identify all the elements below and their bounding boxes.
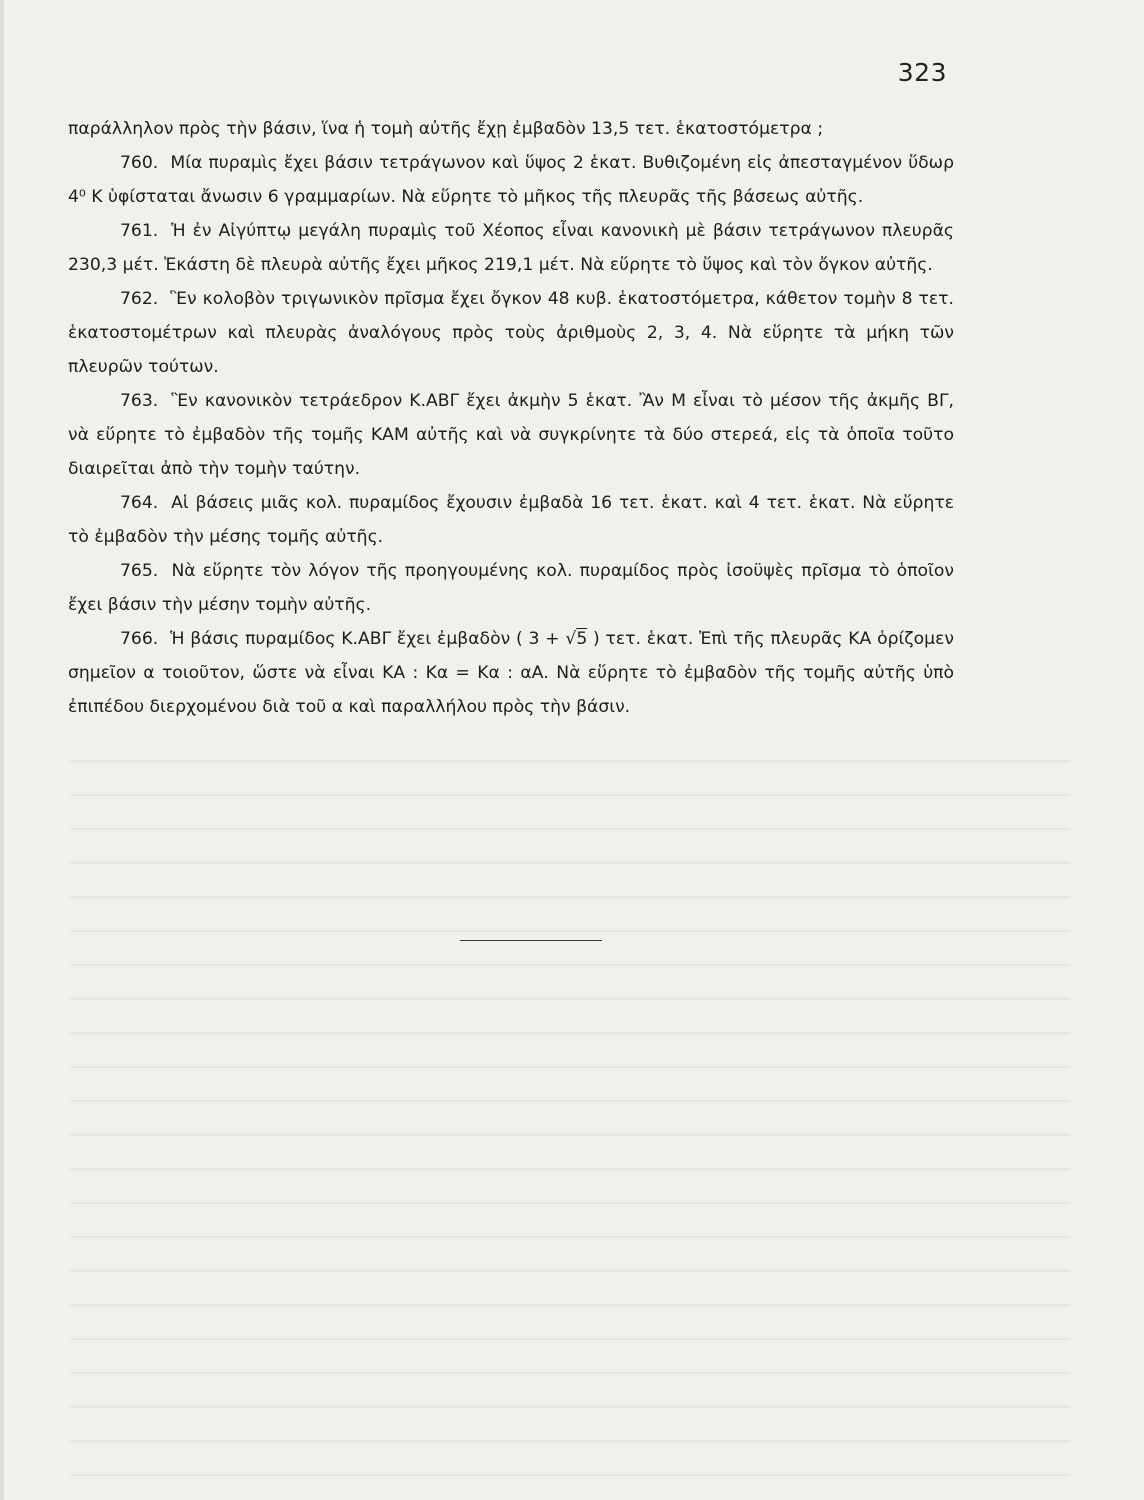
paragraph-text: παράλληλον πρὸς τὴν βάσιν, ἵνα ἡ τομὴ αὐτῆς ἔχῃ ἐμβαδὸν 13,5 τετ. ἑκατοστόμετρα ;: [68, 119, 824, 139]
exercise-number: 766.: [120, 629, 159, 649]
exercise-number: 765.: [120, 561, 159, 581]
exercise-text-762: Ἓν κολοβὸν τριγωνικὸν πρῖσμα ἔχει ὄγκον 48 κυβ. ἑκατοστόμετρα, κάθετον τομὴν 8 τετ. ἑκατοστομέτρων καὶ πλευρὰς ἀναλόγους πρὸς τοὺς ἀριθμοὺς 2, 3, 4. Νὰ εὕρητε τὰ μήκη τῶν πλευρῶν τούτων.: [68, 289, 954, 377]
exercise-text-766-end: ) τετ. ἑκατ. Ἐπὶ τῆς πλευρᾶς ΚΑ ὁρίζομεν σημεῖον α τοιοῦτον, ὥστε νὰ εἶναι ΚΑ : Κα = Κα : αΑ. Νὰ εὕρητε τὸ ἐμβαδὸν τῆς τομῆς αὐτῆς ὑπὸ ἐπιπέδου διερχομένου διὰ τοῦ α καὶ παραλλήλου πρὸς τὴν βάσιν.: [68, 629, 954, 717]
exercise-text-765: Νὰ εὕρητε τὸν λόγον τῆς προηγουμένης κολ. πυραμίδος πρὸς ἰσοϋψὲς πρῖσμα τὸ ὁποῖον ἔχει βάσιν τὴν μέσην τομὴν αὐτῆς.: [68, 561, 954, 615]
section-divider: [460, 940, 602, 941]
exercise-text-763: Ἓν κανονικὸν τετράεδρον Κ.ΑΒΓ ἔχει ἀκμὴν 5 ἑκατ. Ἂν Μ εἶναι τὸ μέσον τῆς ἀκμῆς ΒΓ, νὰ εὕρητε τὸ ἐμβαδὸν τῆς τομῆς ΚΑΜ αὐτῆς καὶ νὰ συγκρίνητε τὰ δύο στερεά, εἰς τὰ ὁποῖα τοῦτο διαιρεῖται ἀπὸ τὴν τομὴν ταύτην.: [68, 391, 954, 479]
exercise-text-760: Μία πυραμὶς ἔχει βάσιν τετράγωνον καὶ ὕψος 2 ἑκατ. Βυθιζομένη εἰς ἀπεσταγμένον ὕδωρ 4⁰ Κ ὑφίσταται ἄνωσιν 6 γραμμαρίων. Νὰ εὕρητε τὸ μῆκος τῆς πλευρᾶς τῆς βάσεως αὐτῆς.: [68, 153, 954, 207]
sqrt-radicand: 5: [576, 629, 588, 649]
exercise-text-764: Αἱ βάσεις μιᾶς κολ. πυραμίδος ἔχουσιν ἐμβαδὰ 16 τετ. ἑκατ. καὶ 4 τετ. ἑκατ. Νὰ εὕρητε τὸ ἐμβαδὸν τὴν μέσης τομῆς αὐτῆς.: [68, 493, 954, 547]
exercise-text: [68, 112, 954, 724]
page-edge: [0, 0, 4, 1500]
exercise-text-766-start: Ἡ βάσις πυραμίδος Κ.ΑΒΓ ἔχει ἐμβαδὸν ( 3 + √: [170, 629, 577, 649]
paragraph-continuation: [68, 112, 954, 146]
exercise-762: [68, 282, 954, 384]
exercise-number: 760.: [120, 153, 159, 173]
exercise-764: [68, 486, 954, 554]
exercise-number: 763.: [120, 391, 159, 411]
exercise-761: [68, 214, 954, 282]
exercise-766: [68, 622, 954, 724]
exercise-763: [68, 384, 954, 486]
exercise-number: 764.: [120, 493, 159, 513]
show-through-texture: [70, 760, 1070, 1480]
page-number: 323: [897, 58, 947, 87]
exercise-765: [68, 554, 954, 622]
exercise-number: 761.: [120, 221, 159, 241]
exercise-number: 762.: [120, 289, 159, 309]
exercise-760: [68, 146, 954, 214]
exercise-text-761: Ἡ ἐν Αἰγύπτῳ μεγάλη πυραμὶς τοῦ Χέοπος εἶναι κανονικὴ μὲ βάσιν τετράγωνον πλευρᾶς 230,3 μέτ. Ἑκάστη δὲ πλευρὰ αὐτῆς ἔχει μῆκος 219,1 μέτ. Νὰ εὕρητε τὸ ὕψος καὶ τὸν ὄγκον αὐτῆς.: [68, 221, 954, 275]
